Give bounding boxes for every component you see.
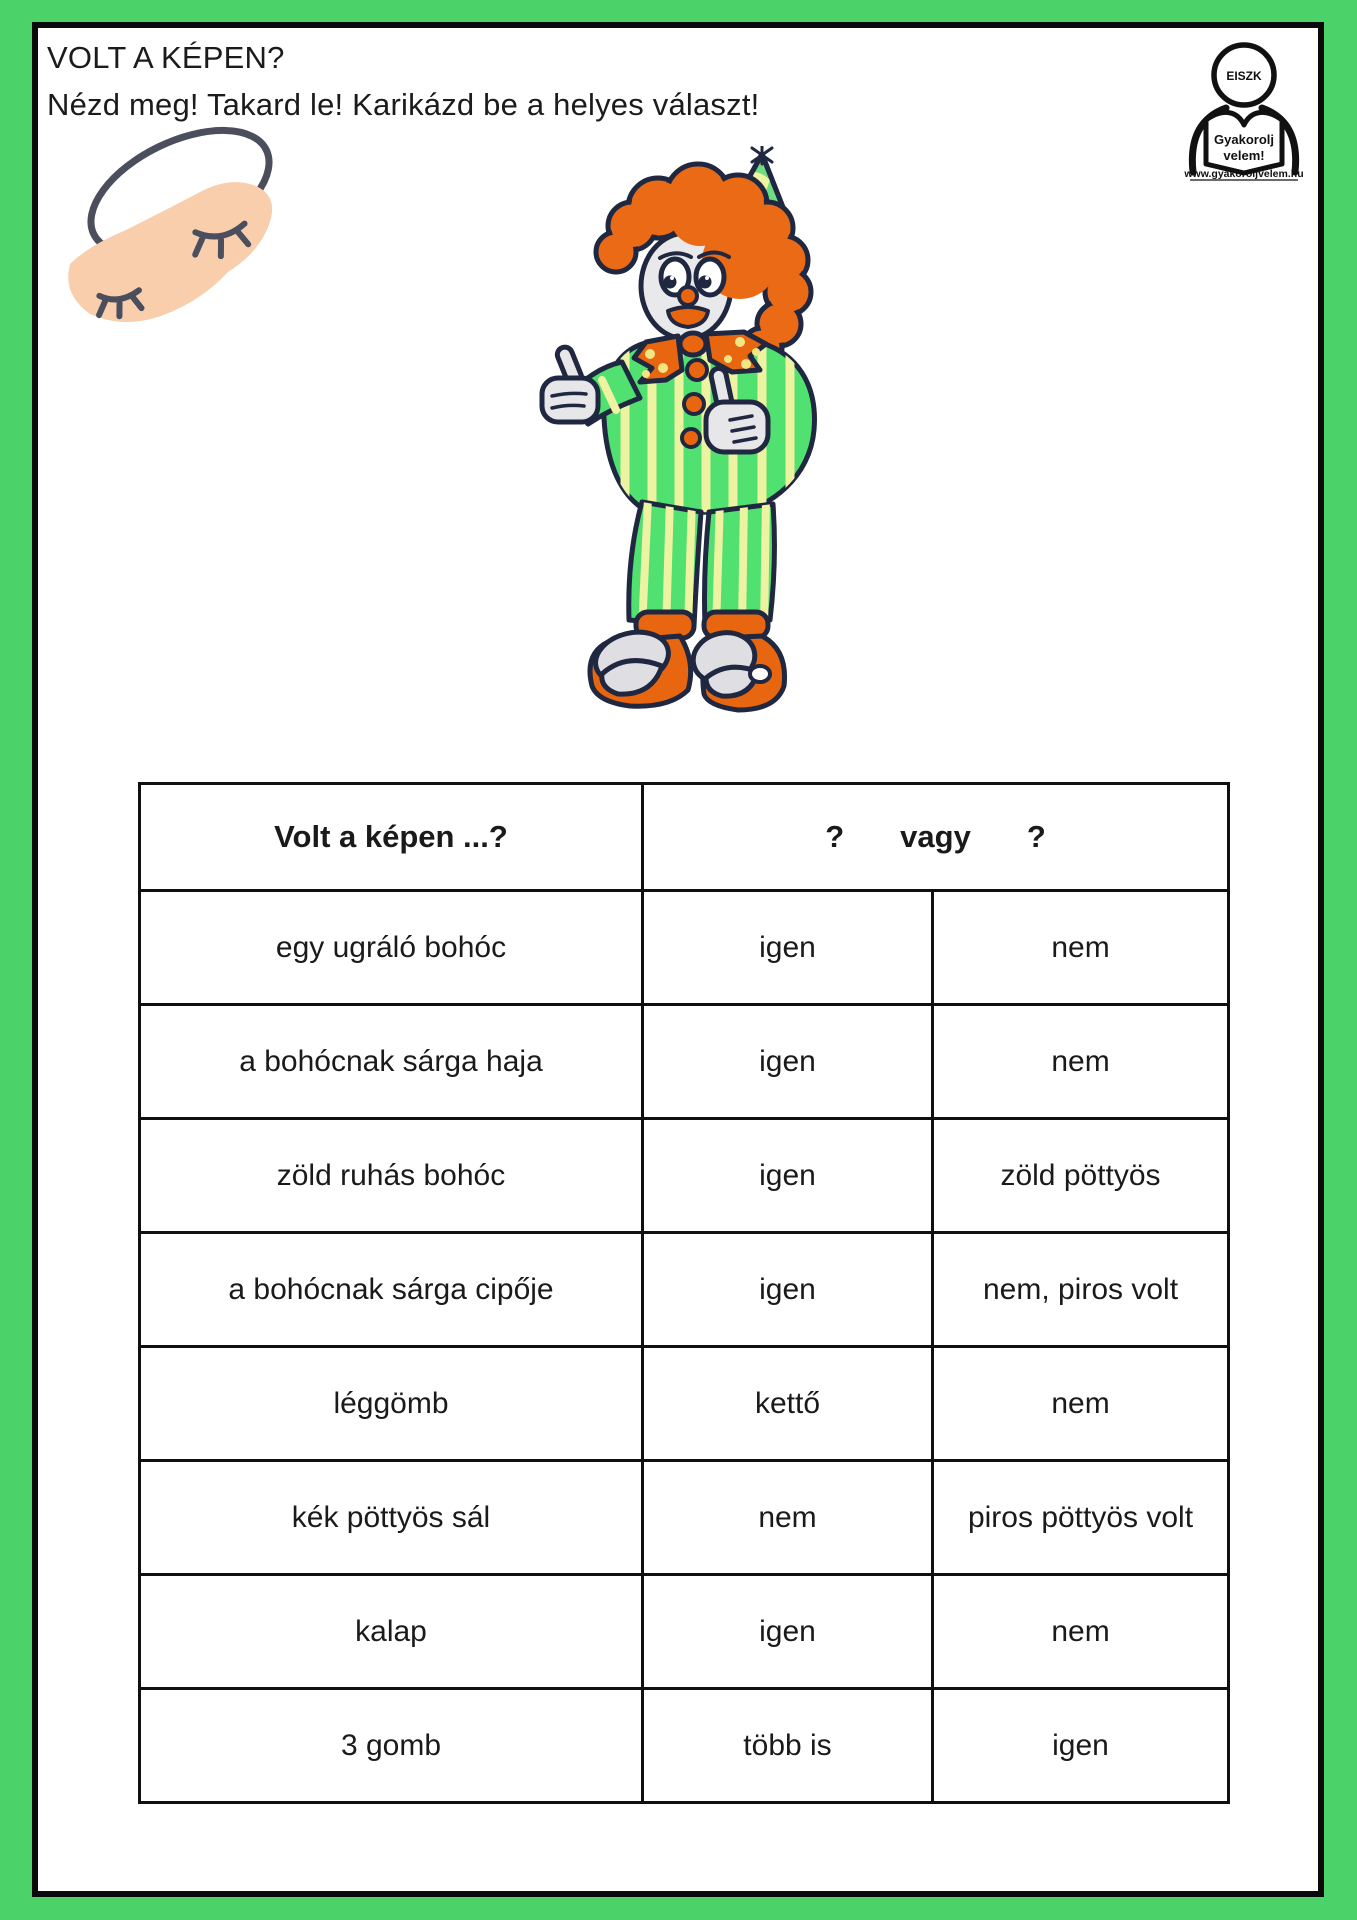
- option1-cell[interactable]: nem: [643, 1461, 933, 1575]
- option2-cell[interactable]: nem: [933, 1005, 1229, 1119]
- table-row: [140, 891, 1229, 1005]
- publisher-logo: [1178, 40, 1308, 182]
- logo-acronym: EISZK: [1226, 69, 1262, 83]
- clown-mouth: [668, 307, 708, 327]
- option2-cell[interactable]: nem: [933, 1575, 1229, 1689]
- header-vagy-label: vagy: [900, 819, 971, 854]
- question-cell: kalap: [140, 1575, 643, 1689]
- clown-illustration: [500, 146, 830, 716]
- option2-cell[interactable]: igen: [933, 1689, 1229, 1803]
- clown-nose: [679, 287, 697, 305]
- question-cell: egy ugráló bohóc: [140, 891, 643, 1005]
- header-question-cell: Volt a képen ...?: [140, 784, 643, 891]
- clown-legs: [629, 498, 775, 638]
- header-question-mark-1: ?: [825, 819, 845, 854]
- table-row: [140, 1689, 1229, 1803]
- option1-cell[interactable]: igen: [643, 1575, 933, 1689]
- option1-cell[interactable]: több is: [643, 1689, 933, 1803]
- option2-cell[interactable]: piros pöttyös volt: [933, 1461, 1229, 1575]
- question-cell: a bohócnak sárga cipője: [140, 1233, 643, 1347]
- logo-url: www.gyakoroljvelem.hu: [1184, 168, 1304, 180]
- logo-book-line1: Gyakorolj: [1214, 132, 1274, 147]
- header-options-cell: [643, 784, 1229, 891]
- answer-table-body: [140, 891, 1229, 1803]
- table-row: [140, 1233, 1229, 1347]
- table-row: [140, 1119, 1229, 1233]
- sleeping-mask-illustration: [62, 104, 330, 336]
- table-row: [140, 1347, 1229, 1461]
- option2-cell[interactable]: zöld pöttyös: [933, 1119, 1229, 1233]
- header-question-mark-2: ?: [1026, 819, 1046, 854]
- option1-cell[interactable]: igen: [643, 1005, 933, 1119]
- question-cell: a bohócnak sárga haja: [140, 1005, 643, 1119]
- question-cell: kék pöttyös sál: [140, 1461, 643, 1575]
- option1-cell[interactable]: igen: [643, 891, 933, 1005]
- answer-table: [138, 782, 1230, 1804]
- table-row: [140, 1461, 1229, 1575]
- option1-cell[interactable]: igen: [643, 1119, 933, 1233]
- table-row: [140, 1005, 1229, 1119]
- table-row: [140, 1575, 1229, 1689]
- question-cell: 3 gomb: [140, 1689, 643, 1803]
- logo-book-line2: velem!: [1223, 148, 1265, 163]
- page-title: VOLT A KÉPEN?: [47, 40, 285, 75]
- option2-cell[interactable]: nem: [933, 891, 1229, 1005]
- table-header-row: [140, 784, 1229, 891]
- option2-cell[interactable]: nem: [933, 1347, 1229, 1461]
- question-cell: léggömb: [140, 1347, 643, 1461]
- page-subtitle: Nézd meg! Takard le! Karikázd be a helyes választ!: [47, 87, 760, 122]
- option1-cell[interactable]: igen: [643, 1233, 933, 1347]
- question-cell: zöld ruhás bohóc: [140, 1119, 643, 1233]
- option1-cell[interactable]: kettő: [643, 1347, 933, 1461]
- option2-cell[interactable]: nem, piros volt: [933, 1233, 1229, 1347]
